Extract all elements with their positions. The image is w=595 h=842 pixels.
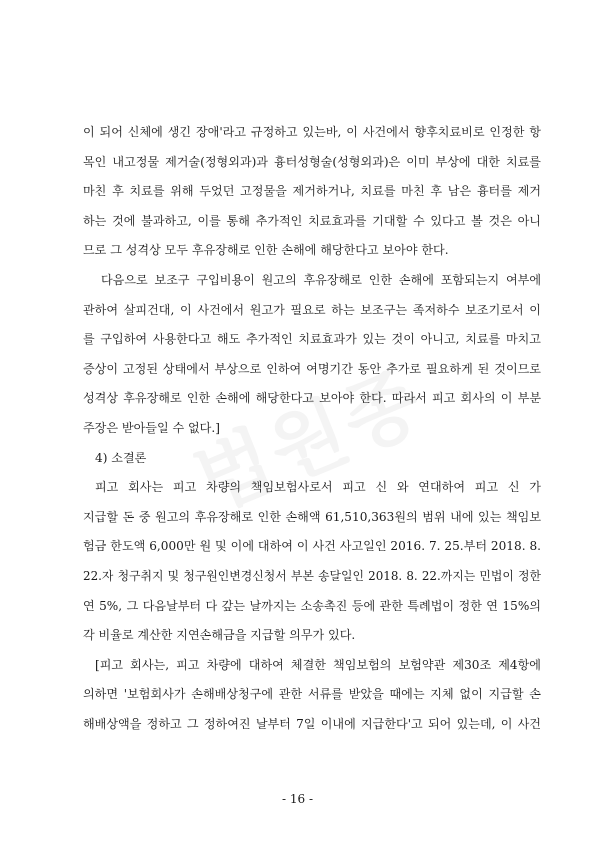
text-line: 각 비율로 계산한 지연손해금을 지급할 의무가 있다.	[83, 628, 356, 643]
text-line: 이 되어 신체에 생긴 장애'라고 규정하고 있는바, 이 사건에서 향후치료비로 인정한 항	[83, 125, 541, 139]
text-line: 피고 회사는 피고 차량의 책임보험사로서 피고 신 와 연대하여 피고 신 가	[95, 480, 541, 495]
text-line: 관하여 살피건대, 이 사건에서 원고가 필요로 하는 보조구는 족저하수 보조기로서 이	[83, 302, 541, 317]
page-number: - 16 -	[281, 792, 313, 806]
text-line: 를 구입하여 사용한다고 해도 추가적인 치료효과가 있는 것이 아니고, 치료를 마치고	[83, 332, 541, 347]
text-line: 의하면 '보험회사가 손해배상청구에 관한 서류를 받았을 때에는 지체 없이 지급할 손	[83, 687, 541, 702]
text-line: 다음으로 보조구 구입비용이 원고의 후유장해로 인한 손해에 포함되는지 여부에	[101, 272, 541, 287]
text-line: 성격상 후유장해로 인한 손해에 해당한다고 보아야 한다. 따라서 피고 회사의 이 부분	[83, 391, 541, 406]
section-heading	[83, 444, 541, 474]
paragraph-2	[83, 266, 541, 444]
text-line: 하는 것에 불과하고, 이를 통해 추가적인 치료효과를 기대할 수 있다고 볼 것은 아니	[83, 213, 541, 228]
text-line: 해배상액을 정하고 그 정하여진 날부터 7일 이내에 지급한다'고 되어 있는데, 이 사건	[83, 716, 541, 731]
paragraph-3	[83, 473, 541, 651]
text-line: 목인 내고정물 제거술(정형외과)과 흉터성형술(성형외과)은 이미 부상에 대한 치료를	[83, 154, 541, 169]
document-body	[83, 118, 541, 739]
text-line: 험금 한도액 6,000만 원 및 이에 대하여 이 사건 사고일인 2016. 7. 25.부터 2018. 8.	[83, 539, 541, 554]
text-line: [피고 회사는, 피고 차량에 대하여 체결한 책임보험의 보험약관 제30조 제4항에	[95, 657, 541, 672]
paragraph-1	[83, 118, 541, 266]
section-heading-text: 4) 소결론	[95, 450, 147, 465]
paragraph-4	[83, 651, 541, 740]
text-line: 연 5%, 그 다음날부터 다 갚는 날까지는 소송촉진 등에 관한 특례법이 정한 연 15%의	[83, 598, 541, 613]
text-line: 므로 그 성격상 모두 후유장해로 인한 손해에 해당한다고 보아야 한다.	[83, 243, 449, 258]
text-line: 지급할 돈 중 원고의 후유장해로 인한 손해액 61,510,363원의 범위 내에 있는 책임보	[83, 509, 541, 524]
text-line: 주장은 받아들일 수 없다.]	[83, 420, 220, 435]
text-line: 22.자 청구취지 및 청구원인변경신청서 부본 송달일인 2018. 8. 22.까지는 민법이 정한	[83, 568, 541, 583]
text-line: 증상이 고정된 상태에서 부상으로 인하여 여명기간 동안 추가로 필요하게 된 것이므로	[83, 361, 541, 376]
text-line: 마친 후 치료를 위해 두었던 고정물을 제거하거나, 치료를 마친 후 남은 흉터를 제거	[83, 184, 541, 199]
